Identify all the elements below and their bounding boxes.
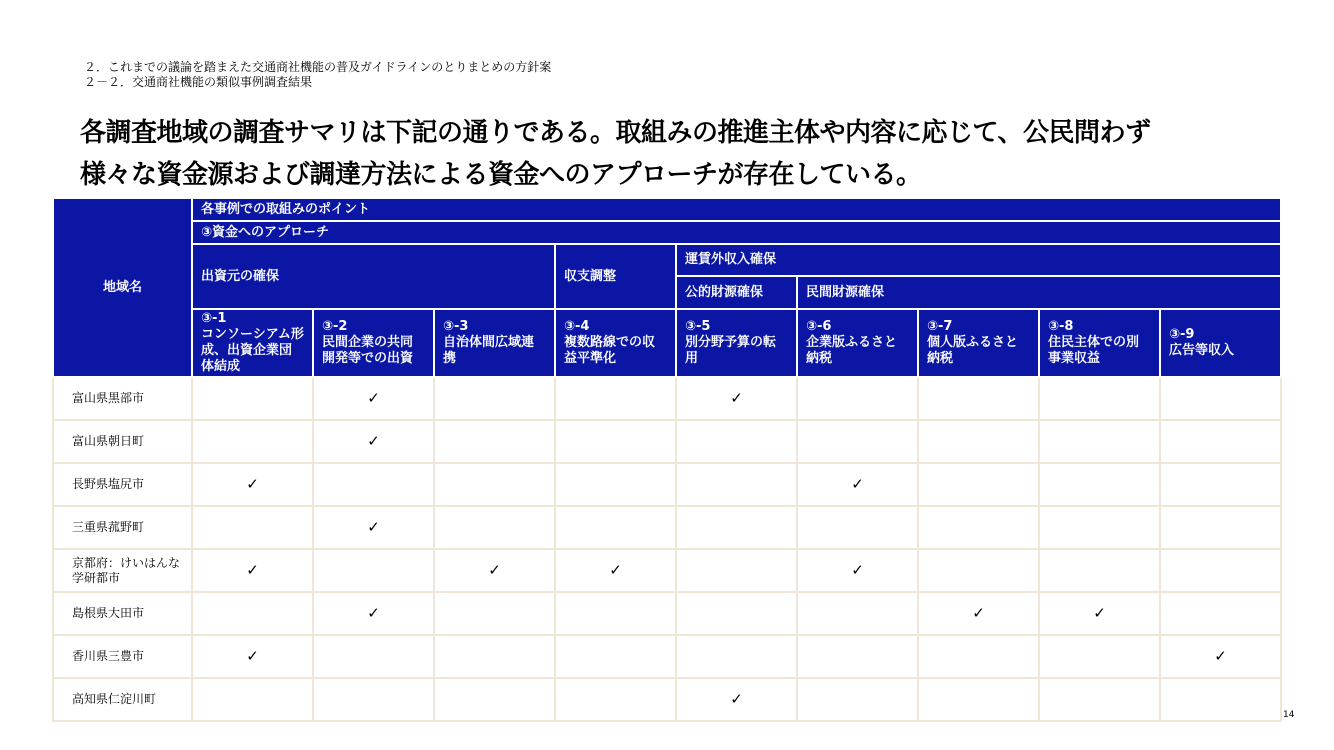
check-mark-icon: ✓ <box>434 549 555 592</box>
empty-cell <box>918 549 1039 592</box>
table-row <box>53 463 1281 506</box>
table-row <box>53 420 1281 463</box>
check-mark-icon: ✓ <box>918 592 1039 635</box>
empty-cell <box>434 463 555 506</box>
region-name: 富山県朝日町 <box>53 420 192 463</box>
column-header-label: 個人版ふるさと納税 <box>927 335 1019 366</box>
region-name: 長野県塩尻市 <box>53 463 192 506</box>
empty-cell <box>1039 377 1160 420</box>
empty-cell <box>797 678 918 721</box>
region-name: 京都府：けいはんな学研都市 <box>53 549 192 592</box>
column-header-number: ③-1 <box>201 311 227 326</box>
check-mark-icon: ✓ <box>555 549 676 592</box>
column-header-number: ③-2 <box>322 319 348 334</box>
empty-cell <box>797 420 918 463</box>
column-header-number: ③-5 <box>685 319 711 334</box>
region-column-header: 地域名 <box>53 198 192 377</box>
check-mark-icon: ✓ <box>313 420 434 463</box>
empty-cell <box>918 420 1039 463</box>
check-mark-icon: ✓ <box>313 592 434 635</box>
column-header-8 <box>1039 309 1160 377</box>
region-name: 高知県仁淀川町 <box>53 678 192 721</box>
empty-cell <box>676 420 797 463</box>
table-row <box>53 678 1281 721</box>
column-header-2 <box>313 309 434 377</box>
empty-cell <box>434 592 555 635</box>
empty-cell <box>918 506 1039 549</box>
column-header-9 <box>1160 309 1281 377</box>
check-mark-icon: ✓ <box>676 678 797 721</box>
column-header-label: 別分野予算の転用 <box>685 335 777 366</box>
empty-cell <box>192 377 313 420</box>
empty-cell <box>555 678 676 721</box>
empty-cell <box>1160 549 1281 592</box>
empty-cell <box>797 592 918 635</box>
table-row <box>53 592 1281 635</box>
empty-cell <box>1039 420 1160 463</box>
empty-cell <box>434 635 555 678</box>
empty-cell <box>1160 377 1281 420</box>
column-header-label: コンソーシアム形成、出資企業団体結成 <box>201 327 304 374</box>
column-header-7 <box>918 309 1039 377</box>
empty-cell <box>676 463 797 506</box>
region-name: 島根県大田市 <box>53 592 192 635</box>
check-mark-icon: ✓ <box>676 377 797 420</box>
check-mark-icon: ✓ <box>1039 592 1160 635</box>
empty-cell <box>192 420 313 463</box>
column-header-1 <box>192 309 313 377</box>
empty-cell <box>434 420 555 463</box>
column-header-label: 住民主体での別事業収益 <box>1048 335 1140 366</box>
group-header-funding-approach: ③資金へのアプローチ <box>192 221 1281 244</box>
empty-cell <box>1039 463 1160 506</box>
region-name: 香川県三豊市 <box>53 635 192 678</box>
empty-cell <box>676 592 797 635</box>
empty-cell <box>555 506 676 549</box>
table-row <box>53 549 1281 592</box>
table-row <box>53 377 1281 420</box>
check-mark-icon: ✓ <box>797 463 918 506</box>
empty-cell <box>434 377 555 420</box>
check-mark-icon: ✓ <box>1160 635 1281 678</box>
column-header-number: ③-8 <box>1048 319 1074 334</box>
empty-cell <box>1039 506 1160 549</box>
funding-approach-table <box>52 197 1282 722</box>
column-header-label: 複数路線での収益平準化 <box>564 335 656 366</box>
empty-cell <box>797 635 918 678</box>
empty-cell <box>1039 549 1160 592</box>
subgroup-header-public: 公的財源確保 <box>676 276 797 309</box>
region-name: 富山県黒部市 <box>53 377 192 420</box>
breadcrumb-line-1: ２．これまでの議論を踏まえた交通商社機能の普及ガイドラインのとりまとめの方針案 <box>84 60 552 74</box>
check-mark-icon: ✓ <box>313 377 434 420</box>
column-header-number: ③-9 <box>1169 327 1195 342</box>
empty-cell <box>1160 463 1281 506</box>
subgroup-header-private: 民間財源確保 <box>797 276 1281 309</box>
check-mark-icon: ✓ <box>797 549 918 592</box>
empty-cell <box>192 678 313 721</box>
empty-cell <box>434 506 555 549</box>
column-header-label: 企業版ふるさと納税 <box>806 335 898 366</box>
group-header-key-points: 各事例での取組みのポイント <box>192 198 1281 221</box>
table-row <box>53 506 1281 549</box>
empty-cell <box>918 678 1039 721</box>
empty-cell <box>1160 506 1281 549</box>
empty-cell <box>1039 635 1160 678</box>
breadcrumb <box>84 60 551 90</box>
table-row <box>53 635 1281 678</box>
empty-cell <box>918 377 1039 420</box>
column-header-label: 自治体間広域連携 <box>443 335 535 366</box>
check-mark-icon: ✓ <box>192 549 313 592</box>
page-number: 14 <box>1283 710 1295 720</box>
empty-cell <box>676 506 797 549</box>
column-header-number: ③-3 <box>443 319 469 334</box>
column-header-label: 広告等収入 <box>1169 343 1235 358</box>
empty-cell <box>1160 592 1281 635</box>
region-name: 三重県菰野町 <box>53 506 192 549</box>
page-title <box>80 112 1280 196</box>
column-header-4 <box>555 309 676 377</box>
column-header-number: ③-4 <box>564 319 590 334</box>
empty-cell <box>1160 420 1281 463</box>
page-title-line-1: 各調査地域の調査サマリは下記の通りである。取組みの推進主体や内容に応じて、公民問わず <box>80 118 1151 148</box>
empty-cell <box>555 463 676 506</box>
page-title-line-2: 様々な資金源および調達方法による資金へのアプローチが存在している。 <box>80 160 922 190</box>
empty-cell <box>918 635 1039 678</box>
empty-cell <box>1160 678 1281 721</box>
check-mark-icon: ✓ <box>313 506 434 549</box>
empty-cell <box>555 635 676 678</box>
empty-cell <box>918 463 1039 506</box>
breadcrumb-line-2: ２－２．交通商社機能の類似事例調査結果 <box>84 75 313 89</box>
empty-cell <box>676 635 797 678</box>
column-header-5 <box>676 309 797 377</box>
subgroup-header-non-fare-income: 運賃外収入確保 <box>676 244 1281 276</box>
empty-cell <box>555 377 676 420</box>
subgroup-header-balance: 収支調整 <box>555 244 676 309</box>
column-header-number: ③-7 <box>927 319 953 334</box>
check-mark-icon: ✓ <box>192 463 313 506</box>
empty-cell <box>797 506 918 549</box>
subgroup-header-investor: 出資元の確保 <box>192 244 555 309</box>
empty-cell <box>313 549 434 592</box>
empty-cell <box>313 635 434 678</box>
check-mark-icon: ✓ <box>192 635 313 678</box>
column-header-label: 民間企業の共同開発等での出資 <box>322 335 414 366</box>
column-header-3 <box>434 309 555 377</box>
column-header-number: ③-6 <box>806 319 832 334</box>
empty-cell <box>1039 678 1160 721</box>
empty-cell <box>555 420 676 463</box>
empty-cell <box>434 678 555 721</box>
empty-cell <box>192 506 313 549</box>
column-header-6 <box>797 309 918 377</box>
empty-cell <box>555 592 676 635</box>
empty-cell <box>313 678 434 721</box>
empty-cell <box>192 592 313 635</box>
empty-cell <box>676 549 797 592</box>
empty-cell <box>797 377 918 420</box>
empty-cell <box>313 463 434 506</box>
